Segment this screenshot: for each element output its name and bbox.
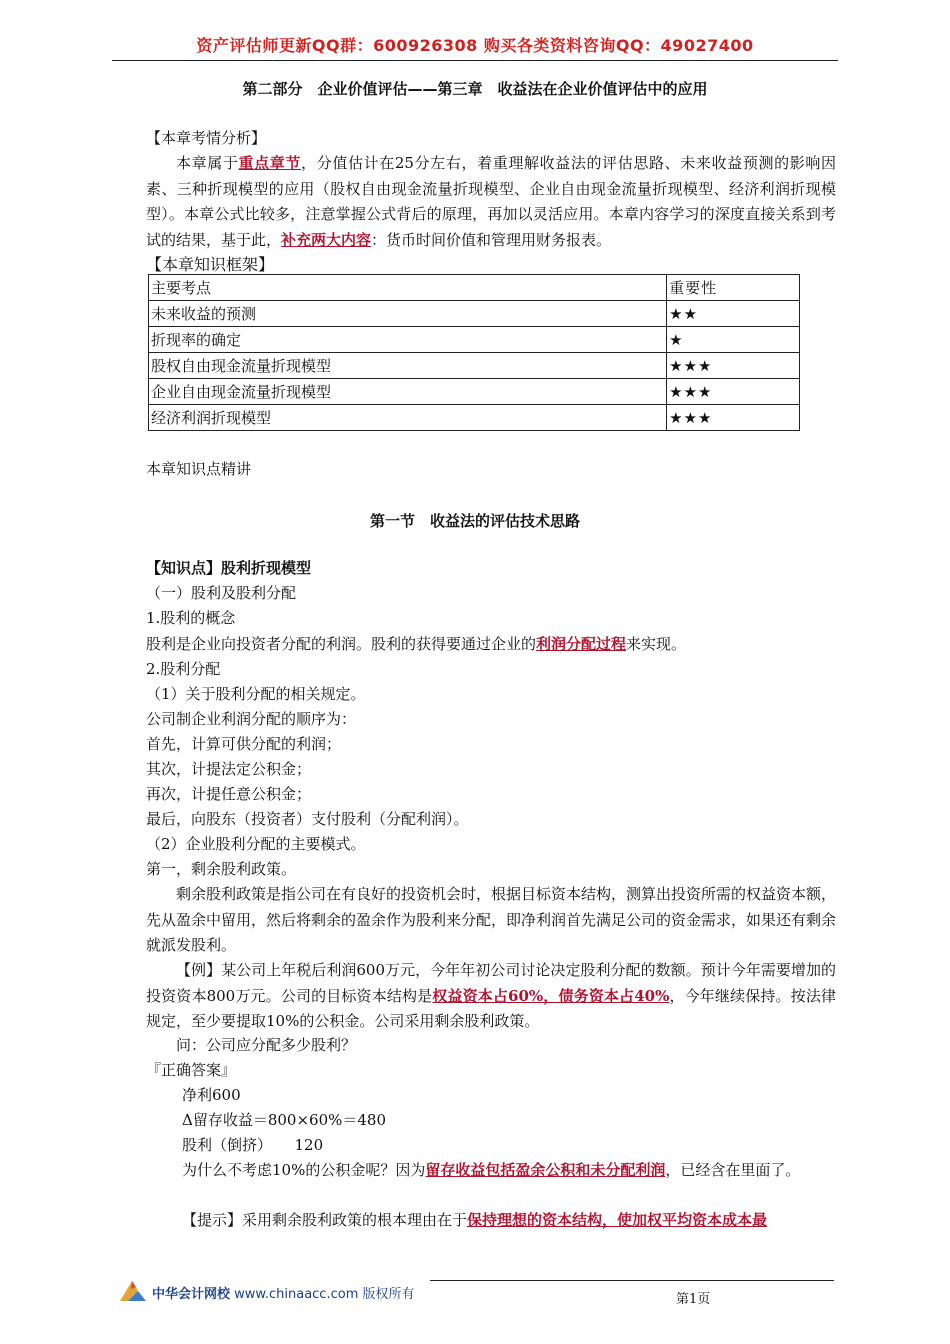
table-row bbox=[149, 405, 800, 431]
mode-label: （2）企业股利分配的主要模式。 bbox=[146, 835, 366, 853]
lecture-label: 本章知识点精讲 bbox=[146, 460, 252, 478]
table-header-topic: 主要考点 bbox=[149, 275, 667, 301]
calc-dividend: 股利（倒挤） 120 bbox=[182, 1136, 324, 1154]
analysis-heading: 【本章考情分析】 bbox=[146, 129, 267, 147]
table-cell-stars: ★★★ bbox=[667, 353, 800, 379]
definition-text-2: 来实现。 bbox=[626, 635, 687, 653]
rules-label: （1）关于股利分配的相关规定。 bbox=[146, 685, 366, 703]
analysis-text-3: ：货币时间价值和管理用财务报表。 bbox=[371, 230, 612, 249]
table-cell-stars: ★★★ bbox=[667, 405, 800, 431]
answer-label: 『正确答案』 bbox=[146, 1061, 237, 1079]
highlight-key-chapter: 重点章节 bbox=[238, 154, 302, 172]
example-text-2: ，今年继续保持。按法律规定，至少要提取10%的公积金。公司采用剩余股利政策。 bbox=[146, 986, 836, 1030]
example-paragraph bbox=[146, 958, 836, 1035]
footer-brand-name: 中华会计网校 bbox=[152, 1287, 231, 1302]
tip-paragraph bbox=[182, 1208, 767, 1233]
header-banner: 资产评估师更新QQ群：600926308 购买各类资料咨询QQ：49027400 bbox=[196, 36, 754, 55]
highlight-capital-structure-reason: 保持理想的资本结构，使加权平均资本成本最 bbox=[467, 1211, 768, 1229]
table-header-row bbox=[149, 275, 800, 301]
footer-url[interactable]: www.chinaacc.com bbox=[234, 1287, 359, 1302]
step-third: 再次，计提任意公积金； bbox=[146, 785, 312, 803]
table-header-importance: 重要性 bbox=[667, 275, 800, 301]
table-row bbox=[149, 301, 800, 327]
framework-heading: 【本章知识框架】 bbox=[146, 255, 275, 274]
step-second: 其次，计提法定公积金； bbox=[146, 760, 312, 778]
framework-table bbox=[148, 274, 800, 431]
analysis-text-1: 本章属于 bbox=[176, 154, 239, 172]
calc-net-profit: 净利600 bbox=[182, 1086, 241, 1104]
table-cell-stars: ★ bbox=[667, 327, 800, 353]
footer-brand bbox=[152, 1283, 415, 1302]
step-first: 首先，计算可供分配的利润； bbox=[146, 735, 342, 753]
table-cell-topic: 股权自由现金流量折现模型 bbox=[149, 353, 667, 379]
explanation-paragraph bbox=[176, 1158, 836, 1184]
example-text-1: 【例】某公司上年税后利润600万元，今年年初公司讨论决定股利分配的数额。预计今年需要增加的投资资本800万元。公司的目标资本结构是 bbox=[146, 961, 836, 1005]
highlight-supplement: 补充两大内容 bbox=[281, 230, 372, 249]
tip-text: 【提示】采用剩余股利政策的根本理由在于 bbox=[182, 1211, 468, 1229]
chinaacc-logo-icon bbox=[118, 1277, 148, 1305]
knowledge-point-heading: 【知识点】股利折现模型 bbox=[146, 559, 312, 577]
table-cell-stars: ★★★ bbox=[667, 379, 800, 405]
table-row bbox=[149, 353, 800, 379]
highlight-retained-earnings: 留存收益包括盈余公积和未分配利润 bbox=[425, 1161, 666, 1179]
highlight-debt-share: 40% bbox=[634, 986, 670, 1005]
table-cell-topic: 企业自由现金流量折现模型 bbox=[149, 379, 667, 405]
calc-retained-earnings: Δ留存收益＝800×60%＝480 bbox=[182, 1111, 387, 1129]
header-rule bbox=[112, 60, 838, 61]
highlight-profit-distribution: 利润分配过程 bbox=[536, 635, 627, 653]
definition-text-1: 股利是企业向投资者分配的利润。股利的获得要通过企业的 bbox=[146, 635, 537, 653]
residual-policy-description: 剩余股利政策是指公司在有良好的投资机会时，根据目标资本结构，测算出投资所需的权益资本额，先从盈余中留用，然后将剩余的盈余作为股利来分配，即净利润首先满足公司的资金需求，如果还有剩余就派发股利。 bbox=[146, 885, 837, 954]
step-last: 最后，向股东（投资者）支付股利（分配利润）。 bbox=[146, 810, 469, 828]
item-dividend-distribution: 2.股利分配 bbox=[146, 660, 221, 678]
residual-policy-label: 第一，剩余股利政策。 bbox=[146, 860, 297, 878]
section-title: 第一节 收益法的评估技术思路 bbox=[369, 512, 580, 530]
table-cell-topic: 未来收益的预测 bbox=[149, 301, 667, 327]
table-cell-stars: ★★ bbox=[667, 301, 800, 327]
table-cell-topic: 折现率的确定 bbox=[149, 327, 667, 353]
highlight-capital-structure: 权益资本占60%，债务资本占 bbox=[432, 986, 635, 1005]
dividend-definition bbox=[146, 632, 686, 657]
order-intro: 公司制企业利润分配的顺序为： bbox=[146, 710, 357, 728]
subheading-dividends: （一）股利及股利分配 bbox=[146, 584, 297, 602]
footer-rights: 版权所有 bbox=[362, 1287, 415, 1302]
analysis-paragraph bbox=[146, 151, 836, 253]
question: 问：公司应分配多少股利？ bbox=[176, 1036, 357, 1054]
table-row bbox=[149, 379, 800, 405]
footer-rule bbox=[430, 1280, 834, 1281]
document-title: 第二部分 企业价值评估——第三章 收益法在企业价值评估中的应用 bbox=[242, 80, 708, 98]
explanation-text-2: ，已经含在里面了。 bbox=[665, 1161, 801, 1179]
page-number: 第1页 bbox=[676, 1292, 711, 1307]
analysis-text-2: ，分值估计在25分左右，着重理解收益法的评估思路、未来收益预测的影响因素、三种折现模型的应用（股权自由现金流量折现模型、企业自由现金流量折现模型、经济利润折现模型）。本章公式比较多，注意掌握公式背后的原理，再加以灵活应用。本章内容学习的深度直接关系到考试的结果，基于此， bbox=[146, 154, 836, 249]
explanation-text-1: 为什么不考虑10%的公积金呢？因为 bbox=[182, 1161, 426, 1179]
table-cell-topic: 经济利润折现模型 bbox=[149, 405, 667, 431]
table-row bbox=[149, 327, 800, 353]
item-dividend-concept: 1.股利的概念 bbox=[146, 609, 236, 627]
